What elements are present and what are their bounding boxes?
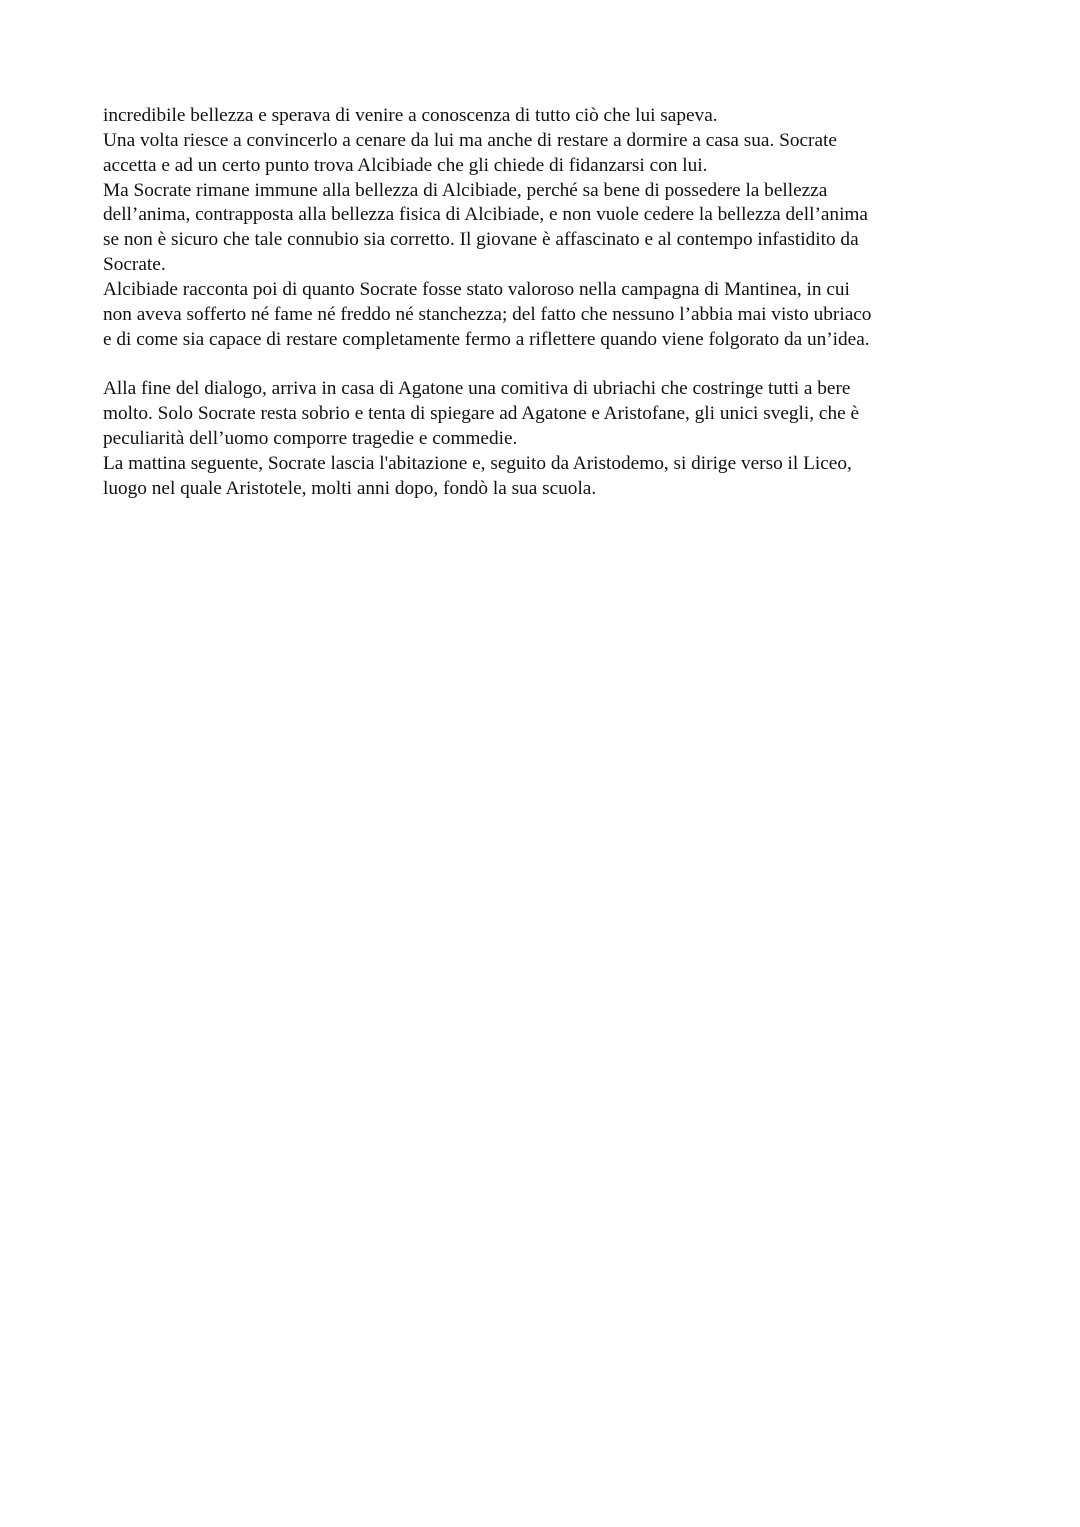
text-line: molto. Solo Socrate resta sobrio e tenta di spiegare ad Agatone e Aristofane, gli unici svegli, che è [103,403,860,425]
text-line: accetta e ad un certo punto trova Alcibiade che gli chiede di fidanzarsi con lui. [103,154,708,176]
text-line: La mattina seguente, Socrate lascia l'abitazione e, seguito da Aristodemo, si dirige verso il Liceo, [103,452,852,474]
text-line: Alcibiade racconta poi di quanto Socrate fosse stato valoroso nella campagna di Mantinea, in cui [103,278,850,300]
text-line: incredibile bellezza e sperava di venire a conoscenza di tutto ciò che lui sapeva. [103,105,718,126]
text-line: Alla fine del dialogo, arriva in casa di Agatone una comitiva di ubriachi che costringe tutti a bere [103,378,851,400]
text-line: peculiarità dell’uomo comporre tragedie e commedie. [103,427,518,449]
text-line: dell’anima, contrapposta alla bellezza fisica di Alcibiade, e non vuole cedere la bellezza dell’anima [103,204,868,226]
text-line: luogo nel quale Aristotele, molti anni dopo, fondò la sua scuola. [103,477,597,499]
text-line: Socrate. [103,254,166,276]
document-body [103,104,1003,502]
paragraph-break [103,352,1003,377]
text-line: Una volta riesce a convincerlo a cenare da lui ma anche di restare a dormire a casa sua. Socrate [103,129,837,151]
text-line: Ma Socrate rimane immune alla bellezza di Alcibiade, perché sa bene di possedere la bellezza [103,179,828,201]
text-line: e di come sia capace di restare completamente fermo a riflettere quando viene folgorato da un’idea. [103,328,870,350]
text-line: non aveva sofferto né fame né freddo né stanchezza; del fatto che nessuno l’abbia mai visto ubriaco [103,303,872,325]
text-line: se non è sicuro che tale connubio sia corretto. Il giovane è affascinato e al contempo infastidito da [103,229,859,251]
